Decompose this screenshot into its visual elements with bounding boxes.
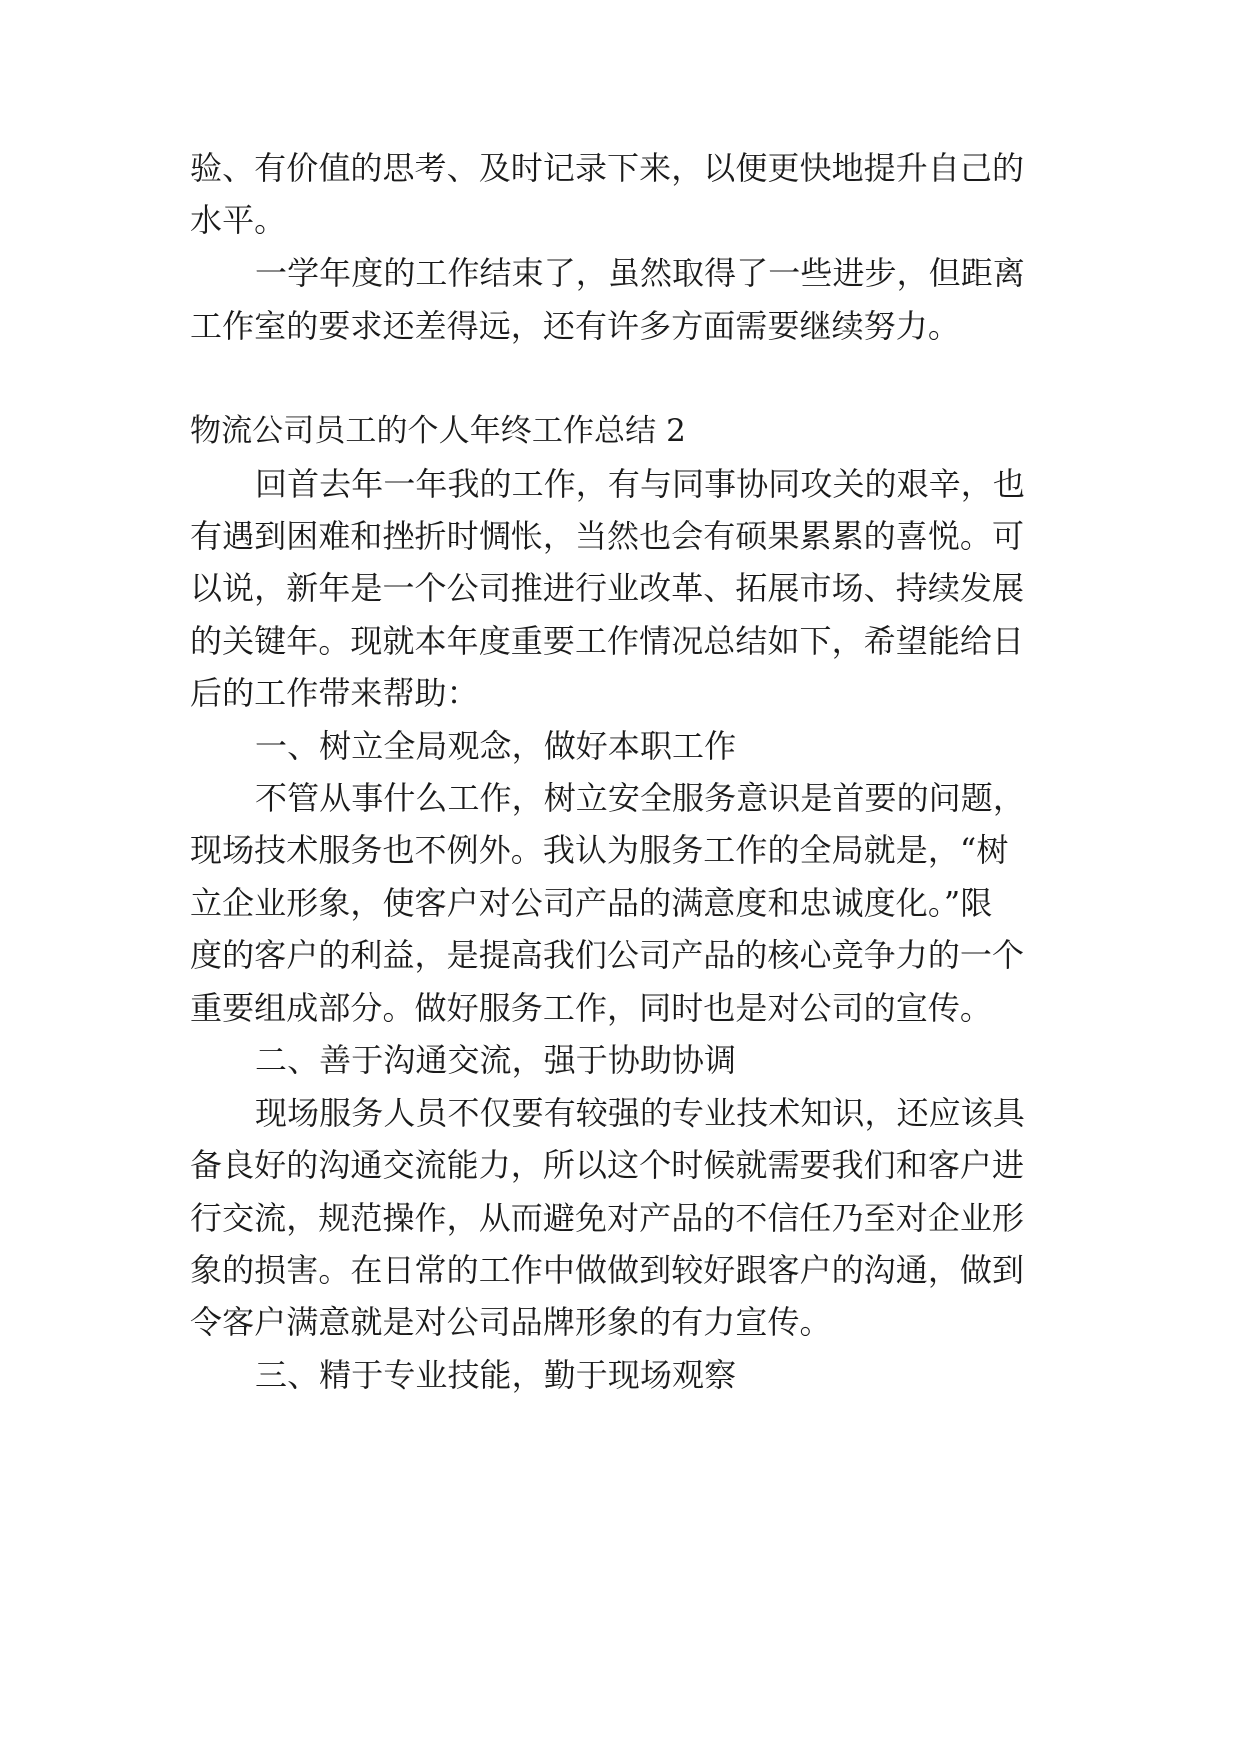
body-para-2-line-1: 不管从事什么工作，树立安全服务意识是首要的问题， [255, 779, 1025, 817]
body-para-1-line-5: 后的工作带来帮助： [190, 674, 479, 712]
intro-para-2-line-2: 工作室的要求还差得远，还有许多方面需要继续努力。 [190, 307, 960, 345]
heading-3: 三、精于专业技能，勤于现场观察 [255, 1356, 737, 1394]
body-para-1-line-1: 回首去年一年我的工作，有与同事协同攻关的艰辛，也 [255, 465, 1025, 503]
section-title: 物流公司员工的个人年终工作总结 2 [190, 413, 686, 449]
intro-para-1-line-1: 验、有价值的思考、及时记录下来，以便更快地提升自己的 [190, 149, 1025, 187]
body-para-2-line-4: 度的客户的利益，是提高我们公司产品的核心竞争力的一个 [190, 936, 1025, 974]
body-para-1-line-3: 以说，新年是一个公司推进行业改革、拓展市场、持续发展 [190, 569, 1025, 607]
body-para-2-line-2: 现场技术服务也不例外。我认为服务工作的全局就是，“树 [190, 831, 1009, 869]
body-para-3-line-5: 令客户满意就是对公司品牌形象的有力宣传。 [190, 1303, 832, 1341]
intro-para-2-line-1: 一学年度的工作结束了，虽然取得了一些进步，但距离 [255, 254, 1025, 292]
body-para-2-line-3: 立企业形象，使客户对公司产品的满意度和忠诚度化。”限 [190, 884, 993, 922]
heading-2: 二、善于沟通交流，强于协助协调 [255, 1041, 737, 1079]
body-para-1-line-4: 的关键年。现就本年度重要工作情况总结如下，希望能给日 [190, 622, 1025, 660]
body-para-3-line-4: 象的损害。在日常的工作中做做到较好跟客户的沟通，做到 [190, 1251, 1025, 1289]
body-para-2-line-5: 重要组成部分。做好服务工作，同时也是对公司的宣传。 [190, 989, 993, 1027]
heading-1: 一、树立全局观念，做好本职工作 [255, 727, 737, 765]
body-para-3-line-2: 备良好的沟通交流能力，所以这个时候就需要我们和客户进 [190, 1146, 1025, 1184]
body-para-3-line-1: 现场服务人员不仅要有较强的专业技术知识，还应该具 [255, 1094, 1025, 1132]
intro-para-1-line-2: 水平。 [190, 201, 287, 239]
body-para-1-line-2: 有遇到困难和挫折时惆怅，当然也会有硕果累累的喜悦。可 [190, 517, 1025, 555]
body-para-3-line-3: 行交流，规范操作，从而避免对产品的不信任乃至对企业形 [190, 1199, 1025, 1237]
